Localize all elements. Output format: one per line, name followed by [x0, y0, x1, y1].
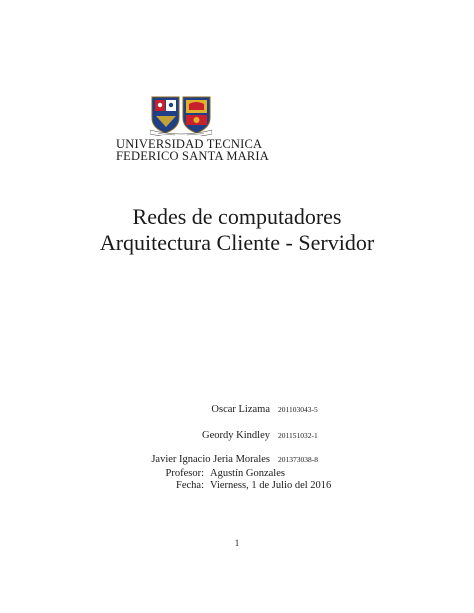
author-row: [150, 404, 370, 418]
document-title: [0, 204, 474, 256]
date-row: [150, 480, 370, 493]
author-name: Javier Ignacio Jeria Morales: [151, 454, 270, 465]
author-student-id: 201103043-5: [278, 405, 318, 414]
author-student-id: 201151032-1: [278, 431, 318, 440]
title-line1: Redes de computadores: [132, 204, 342, 229]
university-name-line1: UNIVERSIDAD TECNICA: [116, 137, 263, 151]
author-name: Geordy Kindley: [202, 430, 270, 441]
university-crest-logo: [150, 94, 212, 136]
professor-value: Agustín Gonzales: [210, 468, 285, 479]
date-label: Fecha:: [176, 480, 204, 491]
university-name: [116, 138, 269, 162]
title-line2: Arquitectura Cliente - Servidor: [99, 230, 375, 255]
university-name-line2: FEDERICO SANTA MARIA: [116, 149, 270, 163]
author-student-id: 201373038-8: [278, 455, 318, 464]
author-name: Oscar Lizama: [211, 404, 270, 415]
professor-label: Profesor:: [165, 468, 204, 479]
date-value: Vierness, 1 de Julio del 2016: [210, 480, 332, 491]
page-number: 1: [234, 538, 240, 548]
author-row: [150, 454, 370, 468]
author-row: [150, 430, 370, 444]
